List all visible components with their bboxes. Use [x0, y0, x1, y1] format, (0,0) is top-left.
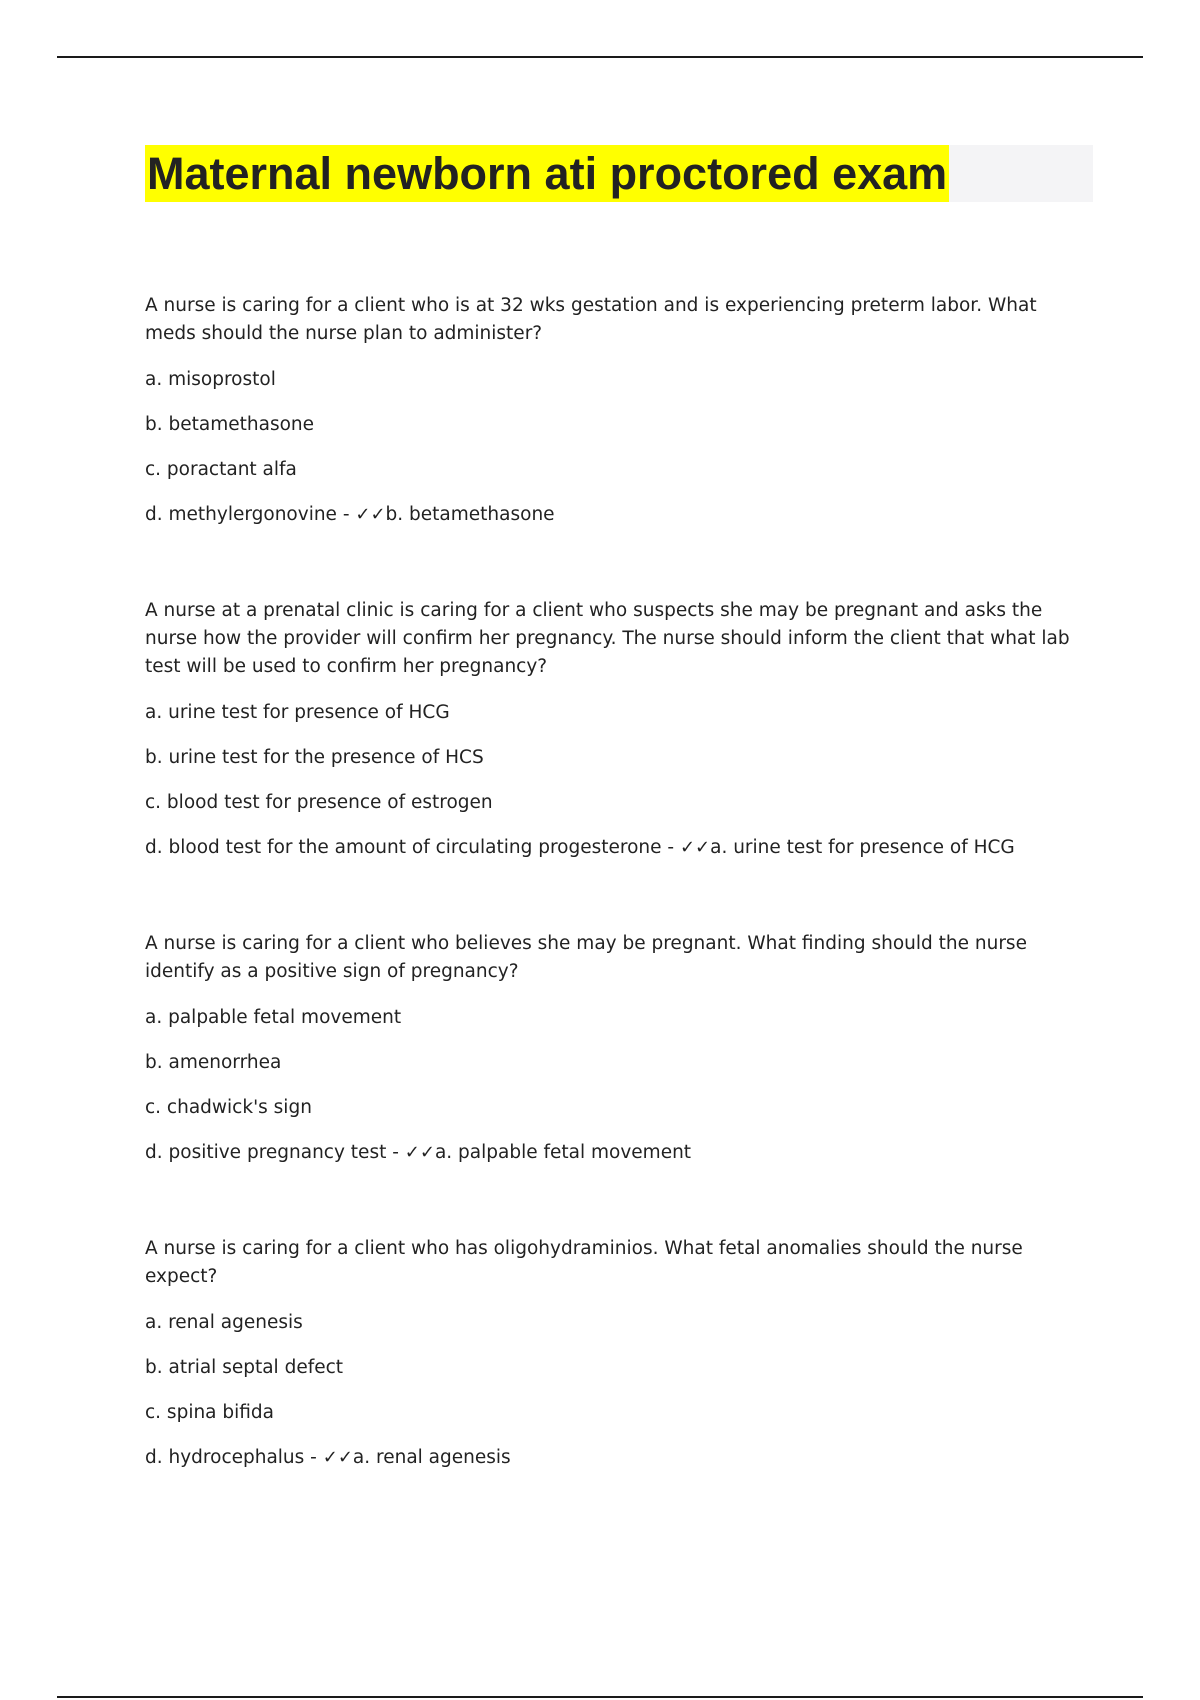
option-c: c. poractant alfa: [145, 459, 297, 480]
option-b: b. urine test for the presence of HCS: [145, 747, 484, 768]
option-d-with-answer: [145, 1139, 1085, 1167]
option-d: d. hydrocephalus -: [145, 1447, 323, 1468]
bottom-rule: [57, 1696, 1143, 1698]
option-c: c. chadwick's sign: [145, 1097, 312, 1118]
question-stem: A nurse is caring for a client who believes she may be pregnant. What finding should the nurse identify as a positive sign of pregnancy?: [145, 933, 1027, 982]
question-stem: A nurse at a prenatal clinic is caring for a client who suspects she may be pregnant and asks the nurse how the provider will confirm her pregnancy. The nurse should inform the client that what lab test will be used to confirm her pregnancy?: [145, 600, 1070, 677]
option-list: [145, 699, 1085, 862]
option-d-with-answer: [145, 1444, 1085, 1472]
document-title: Maternal newborn ati proctored exam: [145, 145, 949, 202]
checkmark-icon: ✓✓: [322, 1447, 353, 1468]
option-list: [145, 1004, 1085, 1167]
option-d: d. methylergonovine -: [145, 504, 356, 525]
checkmark-icon: ✓✓: [355, 504, 386, 525]
option-a: a. palpable fetal movement: [145, 1007, 402, 1028]
option-c: c. blood test for presence of estrogen: [145, 792, 493, 813]
option-a: a. misoprostol: [145, 369, 276, 390]
answer-key: a. renal agenesis: [352, 1447, 511, 1468]
option-d: d. blood test for the amount of circulating progesterone -: [145, 837, 680, 858]
question-stem: A nurse is caring for a client who is at 32 wks gestation and is experiencing preterm labor. What meds should the nurse plan to administer?: [145, 295, 1037, 344]
option-c: c. spina bifida: [145, 1402, 275, 1423]
question-block: [145, 292, 1085, 529]
question-block: [145, 597, 1085, 862]
option-d-with-answer: [145, 834, 1085, 862]
answer-key: a. palpable fetal movement: [434, 1142, 692, 1163]
option-b: b. amenorrhea: [145, 1052, 282, 1073]
question-block: [145, 1235, 1085, 1472]
option-d: d. positive pregnancy test -: [145, 1142, 405, 1163]
option-list: [145, 1309, 1085, 1472]
question-block: [145, 930, 1085, 1167]
answer-key: a. urine test for presence of HCG: [710, 837, 1015, 858]
top-rule: [57, 56, 1143, 58]
option-list: [145, 366, 1085, 529]
question-stem: A nurse is caring for a client who has oligohydraminios. What fetal anomalies should the nurse expect?: [145, 1238, 1023, 1287]
option-b: b. betamethasone: [145, 414, 315, 435]
answer-key: b. betamethasone: [385, 504, 555, 525]
checkmark-icon: ✓✓: [679, 837, 711, 858]
option-b: b. atrial septal defect: [145, 1357, 344, 1378]
option-a: a. renal agenesis: [145, 1312, 303, 1333]
checkmark-icon: ✓✓: [404, 1142, 435, 1163]
option-d-with-answer: [145, 501, 1085, 529]
option-a: a. urine test for presence of HCG: [145, 702, 450, 723]
